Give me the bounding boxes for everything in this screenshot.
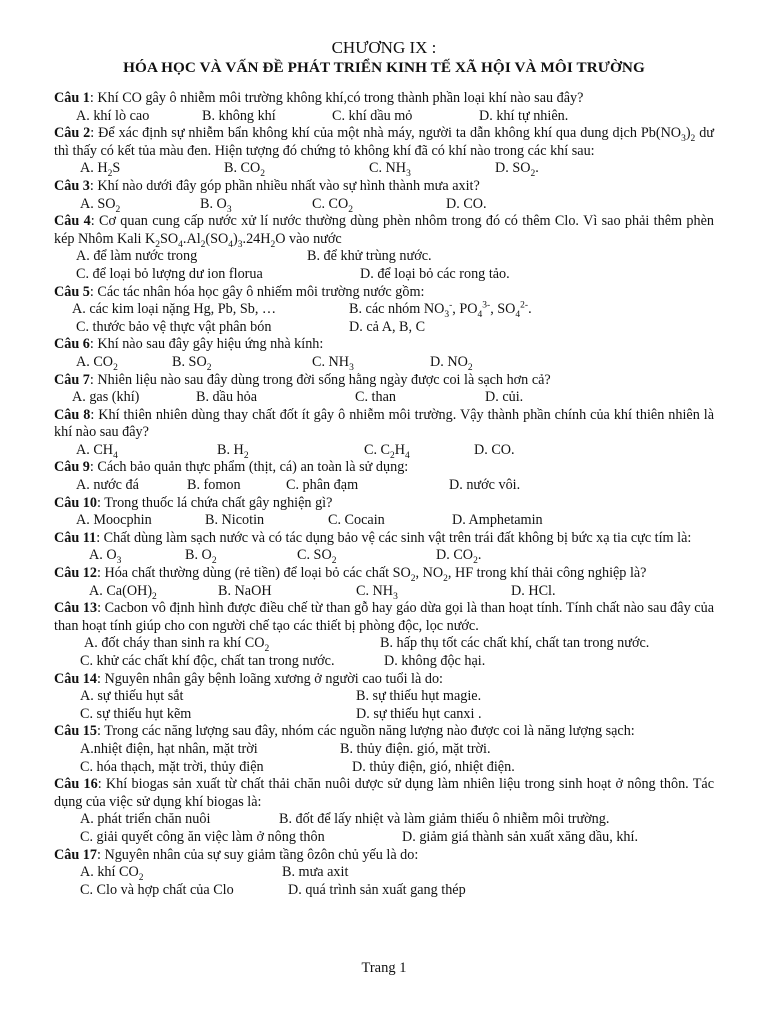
chapter-heading: CHƯƠNG IX : bbox=[331, 38, 437, 57]
chapter-title: HÓA HỌC VÀ VẤN ĐỀ PHÁT TRIỂN KINH TẾ XÃ HỘI VÀ MÔI TRƯỜNG bbox=[123, 59, 645, 76]
options-row bbox=[54, 248, 714, 266]
question-label: Câu 15 bbox=[54, 723, 97, 740]
question-text: : Khí CO gây ô nhiễm môi trường không khí,có trong thành phần loại khí nào sau đây? bbox=[89, 90, 584, 106]
answer-option-b: B. fomon bbox=[187, 477, 241, 494]
page-footer: Trang 1 bbox=[361, 960, 407, 976]
question-label: Câu 2 bbox=[54, 125, 91, 142]
options-row bbox=[54, 547, 714, 565]
question-8 bbox=[54, 407, 714, 442]
question-12 bbox=[54, 565, 714, 583]
options-row bbox=[54, 319, 714, 337]
answer-option-c: C. Clo và hợp chất của Clo bbox=[80, 881, 234, 898]
answer-option-d: D. CO. bbox=[446, 195, 487, 212]
answer-option-a: A. khí lò cao bbox=[76, 107, 150, 124]
answer-option-b: B. NaOH bbox=[218, 582, 272, 599]
options-row bbox=[54, 196, 714, 214]
question-text: : Nguyên nhân gây bệnh loãng xương ở người cao tuổi là do: bbox=[96, 670, 443, 687]
question-10 bbox=[54, 495, 714, 513]
answer-option-a: A. các kim loại nặng Hg, Pb, Sb, … bbox=[72, 301, 277, 318]
options-row bbox=[54, 653, 714, 671]
question-text: : Cơ quan cung cấp nước xử lí nước thường dùng phèn nhôm trong đó có thêm Clo. Vì sao phải thêm phèn kép Nhôm Kali $K_2SO_4.Al_2(SO_4)_3.24H_2O$ vào nước bbox=[54, 213, 714, 250]
question-4 bbox=[54, 213, 714, 248]
answer-option-d: D. để loại bỏ các rong tảo. bbox=[360, 265, 510, 282]
options-row bbox=[54, 583, 714, 601]
question-label: Câu 4 bbox=[54, 213, 91, 230]
document-page bbox=[54, 38, 714, 899]
question-label: Câu 10 bbox=[54, 494, 97, 511]
question-text: : Khí nào dưới đây góp phần nhiều nhất vào sự hình thành mưa axit? bbox=[89, 177, 480, 194]
question-label: Câu 3 bbox=[54, 177, 90, 194]
answer-option-b: B. $H_2$ bbox=[217, 441, 249, 461]
answer-option-c: C. phân đạm bbox=[286, 477, 359, 494]
options-row bbox=[54, 389, 714, 407]
answer-option-d: D. sự thiếu hụt canxi . bbox=[356, 705, 482, 722]
answer-option-b: B. $CO_2$ bbox=[224, 160, 266, 180]
options-row bbox=[54, 266, 714, 284]
answer-option-d: D. nước vôi. bbox=[449, 477, 521, 494]
question-label: Câu 8 bbox=[54, 406, 91, 423]
question-text: : Hóa chất thường dùng (rẻ tiền) để loại bỏ các chất $SO_2$, $NO_2$, HF trong khí thải công nghiệp là? bbox=[96, 565, 647, 584]
question-text: : Khí nào sau đây gây hiệu ứng nhà kính: bbox=[89, 336, 324, 353]
question-15 bbox=[54, 723, 714, 741]
answer-option-b: B. để khử trùng nước. bbox=[307, 248, 432, 265]
question-text: : Nguyên nhân của sự suy giảm tầng ôzôn chủ yếu là do: bbox=[96, 846, 419, 863]
answer-option-c: C. $NH_3$ bbox=[369, 160, 411, 180]
answer-option-c: C. khử các chất khí độc, chất tan trong nước. bbox=[80, 653, 335, 669]
question-text: : Cacbon vô định hình được điều chế từ than gỗ hay gáo dừa gọi là than hoạt tính. Tính chất nào sau đây của than hoạt tính giúp cho con người chế tạo các thiết bị phòng độc, lọc nước. bbox=[54, 600, 714, 634]
answer-option-c: C. Cocain bbox=[328, 512, 385, 529]
answer-option-c: C. hóa thạch, mặt trời, thủy điện bbox=[80, 758, 264, 775]
answer-option-a: A. $CH_4$ bbox=[76, 441, 118, 461]
question-17 bbox=[54, 847, 714, 865]
question-text: : Các tác nhân hóa học gây ô nhiếm môi trường nước gồm: bbox=[89, 283, 425, 300]
answer-option-d: D. không độc hại. bbox=[384, 653, 486, 669]
answer-option-c: C. sự thiếu hụt kẽm bbox=[80, 705, 192, 722]
answer-option-a: A. sự thiếu hụt sắt bbox=[80, 688, 184, 705]
options-row bbox=[54, 741, 714, 759]
answer-option-a: A. khí $CO_2$ bbox=[80, 864, 144, 883]
answer-option-a: A. phát triển chăn nuôi bbox=[80, 811, 211, 828]
question-label: Câu 16 bbox=[54, 776, 98, 793]
answer-option-c: C. $NH_3$ bbox=[356, 582, 398, 602]
answer-option-a: A. $CO_2$ bbox=[76, 353, 118, 373]
question-label: Câu 6 bbox=[54, 336, 90, 353]
question-label: Câu 9 bbox=[54, 459, 90, 476]
answer-option-d: D. thủy điện, gió, nhiệt điện. bbox=[352, 758, 515, 775]
answer-option-d: D. $SO_2$. bbox=[495, 160, 539, 180]
question-text: : Trong thuốc lá chứa chất gây nghiện gì? bbox=[96, 494, 333, 511]
question-label: Câu 14 bbox=[54, 670, 97, 687]
question-5 bbox=[54, 284, 714, 302]
question-9 bbox=[54, 459, 714, 477]
answer-option-b: B. thủy điện. gió, mặt trời. bbox=[340, 740, 491, 757]
answer-option-a: A. $SO_2$ bbox=[80, 195, 121, 215]
question-11 bbox=[54, 530, 714, 548]
question-label: Câu 12 bbox=[54, 565, 97, 582]
options-row bbox=[54, 442, 714, 460]
question-label: Câu 5 bbox=[54, 283, 90, 300]
question-label: Câu 11 bbox=[54, 529, 97, 546]
answer-option-c: C. $CO_2$ bbox=[312, 195, 354, 215]
answer-option-b: B. mưa axit bbox=[282, 864, 349, 881]
options-row bbox=[54, 477, 714, 495]
question-16 bbox=[54, 776, 714, 811]
answer-option-a: A. đốt cháy than sinh ra khí $CO_2$ bbox=[84, 635, 270, 655]
answer-option-c: C. $C_2H_4$ bbox=[364, 441, 410, 461]
options-row bbox=[54, 829, 714, 847]
question-text: : Khí biogas sản xuất từ chất thải chăn nuôi dược sử dụng làm nhiên liệu trong sinh hoạt ở nông thôn. Tác dụng của việc sử dụng khí biogas là: bbox=[54, 776, 714, 810]
answer-option-a: A. nước đá bbox=[76, 477, 139, 494]
question-text: : Khí thiên nhiên dùng thay chất đốt ít gây ô nhiễm môi trường. Vậy thành phần chính của khí thiên nhiên là khí nào sau đây? bbox=[54, 406, 715, 441]
answer-option-c: C. để loại bỏ lượng dư ion florua bbox=[76, 265, 263, 282]
answer-option-b: B. $O_3$ bbox=[200, 195, 232, 215]
options-row bbox=[54, 635, 714, 653]
answer-option-d: D. CO. bbox=[474, 441, 515, 458]
question-text: : Nhiên liệu nào sau đây dùng trong đời sống hằng ngày được coi là sạch hơn cả? bbox=[89, 371, 551, 388]
question-text: : Cách bảo quản thực phẩm (thịt, cá) an toàn là sử dụng: bbox=[89, 459, 409, 476]
answer-option-c: C. $SO_2$ bbox=[297, 547, 337, 567]
options-row bbox=[54, 512, 714, 530]
question-text: : Trong các năng lượng sau đây, nhóm các nguồn năng lượng nào được coi là năng lượng sạch: bbox=[96, 723, 635, 740]
answer-option-c: C. than bbox=[355, 389, 396, 406]
answer-option-a: A. $H_2S$ bbox=[80, 160, 121, 180]
answer-option-b: B. Nicotin bbox=[205, 512, 265, 529]
options-row bbox=[54, 759, 714, 777]
question-list bbox=[54, 90, 714, 899]
question-13 bbox=[54, 600, 714, 635]
options-row bbox=[54, 160, 714, 178]
answer-option-a: A.nhiệt điện, hạt nhân, mặt trời bbox=[80, 740, 258, 757]
answer-option-b: B. dầu hỏa bbox=[196, 389, 258, 406]
question-3 bbox=[54, 178, 714, 196]
answer-option-b: B. không khí bbox=[202, 107, 276, 124]
answer-option-c: C. giải quyết công ăn việc làm ở nông thôn bbox=[80, 828, 325, 845]
options-row bbox=[54, 301, 714, 319]
question-label: Câu 1 bbox=[54, 90, 90, 106]
question-label: Câu 17 bbox=[54, 846, 97, 863]
answer-option-b: B. $O_2$ bbox=[185, 547, 217, 567]
options-row bbox=[54, 864, 714, 882]
question-7 bbox=[54, 372, 714, 390]
answer-option-d: D. $CO_2$. bbox=[436, 547, 482, 567]
options-row bbox=[54, 706, 714, 724]
answer-option-a: A. Moocphin bbox=[76, 512, 152, 529]
question-6 bbox=[54, 336, 714, 354]
options-row bbox=[54, 811, 714, 829]
options-row bbox=[54, 882, 714, 900]
answer-option-a: A. để làm nước trong bbox=[76, 248, 198, 265]
answer-option-d: D. Amphetamin bbox=[452, 512, 543, 529]
question-label: Câu 13 bbox=[54, 600, 98, 617]
answer-option-d: D. giảm giá thành sản xuất xăng dầu, khí. bbox=[402, 828, 639, 845]
answer-option-d: D. $NO_2$ bbox=[430, 353, 473, 373]
question-2 bbox=[54, 125, 714, 160]
question-14 bbox=[54, 671, 714, 689]
question-1 bbox=[54, 90, 714, 108]
answer-option-c: C. khí dầu mỏ bbox=[332, 107, 413, 124]
answer-option-b: B. hấp thụ tốt các chất khí, chất tan trong nước. bbox=[380, 635, 650, 652]
answer-option-c: C. thước bảo vệ thực vật phân bón bbox=[76, 318, 272, 335]
options-row bbox=[54, 354, 714, 372]
answer-option-b: B. sự thiếu hụt magie. bbox=[356, 688, 482, 705]
answer-option-c: C. $NH_3$ bbox=[312, 353, 354, 373]
question-text: : Để xác định sự nhiễm bẩn không khí của một nhà máy, người ta dẫn không khí qua dung dịch $Pb(NO_3)_2$ dư thì thấy có kết tủa màu đen. Hiện tượng đó chứng tỏ không khí đã có khí nào trong các khí sau: bbox=[54, 125, 714, 159]
answer-option-d: D. cả A, B, C bbox=[349, 318, 426, 335]
answer-option-d: D. HCl. bbox=[511, 582, 556, 599]
options-row bbox=[54, 108, 714, 126]
question-label: Câu 7 bbox=[54, 371, 90, 388]
answer-option-a: A. gas (khí) bbox=[72, 389, 140, 406]
answer-option-d: D. khí tự nhiên. bbox=[479, 107, 569, 124]
answer-option-d: D. quá trình sản xuất gang thép bbox=[288, 881, 466, 898]
answer-option-a: A. $Ca(OH)_2$ bbox=[89, 582, 157, 602]
answer-option-b: B. $SO_2$ bbox=[172, 353, 212, 373]
answer-option-b: B. đốt để lấy nhiệt và làm giảm thiếu ô nhiễm môi trường. bbox=[279, 811, 610, 828]
answer-option-a: A. $O_3$ bbox=[89, 547, 122, 567]
question-text: : Chất dùng làm sạch nước và có tác dụng bảo vệ các sinh vật trên trái đất không bị bức xạ tia cực tím là: bbox=[96, 529, 692, 546]
options-row bbox=[54, 688, 714, 706]
answer-option-d: D. củi. bbox=[485, 389, 524, 406]
answer-option-b: B. các nhóm $NO_3^-$, $PO_4^{3-}$, $SO_4^{2-}$. bbox=[349, 300, 532, 320]
